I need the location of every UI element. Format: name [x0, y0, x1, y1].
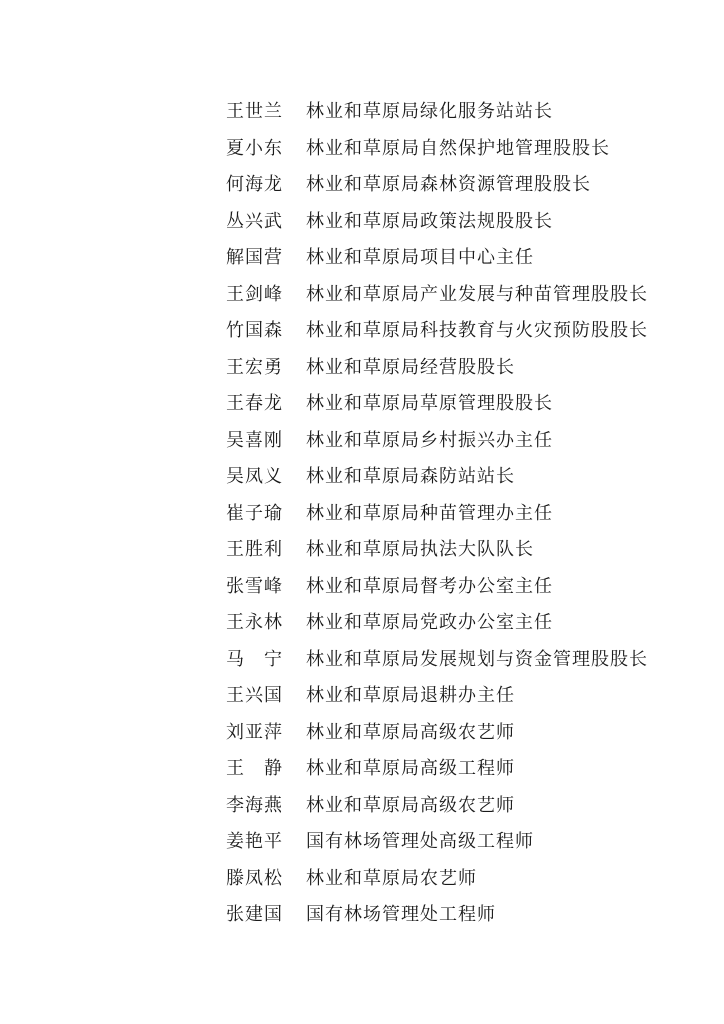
- person-title: 林业和草原局退耕办主任: [306, 685, 515, 707]
- person-name: 何海龙: [226, 174, 283, 196]
- list-item: [226, 457, 696, 494]
- person-name: 张建国: [226, 904, 283, 926]
- person-name: 李海燕: [226, 794, 283, 816]
- list-item: [226, 92, 696, 129]
- list-item: [226, 567, 696, 604]
- person-name: 解国营: [226, 247, 283, 269]
- person-title: 林业和草原局执法大队队长: [306, 539, 534, 561]
- person-name: 吴喜刚: [226, 429, 283, 451]
- list-item: [226, 895, 696, 932]
- list-item: [226, 713, 696, 750]
- list-item: [226, 129, 696, 166]
- person-title: 林业和草原局种苗管理办主任: [306, 502, 553, 524]
- person-title: 林业和草原局发展规划与资金管理股股长: [306, 648, 648, 670]
- list-item: [226, 640, 696, 677]
- person-title: 林业和草原局经营股股长: [306, 356, 515, 378]
- list-item: [226, 202, 696, 239]
- list-item: [226, 530, 696, 567]
- person-title: 林业和草原局科技教育与火灾预防股股长: [306, 320, 648, 342]
- list-item: [226, 238, 696, 275]
- person-title: 林业和草原局自然保护地管理股股长: [306, 137, 610, 159]
- list-item: [226, 421, 696, 458]
- list-item: [226, 749, 696, 786]
- person-title: 林业和草原局高级工程师: [306, 758, 515, 780]
- person-name: 王春龙: [226, 393, 283, 415]
- person-name: 王世兰: [226, 101, 283, 123]
- list-item: [226, 822, 696, 859]
- person-name: 王剑峰: [226, 283, 283, 305]
- person-title: 林业和草原局森林资源管理股股长: [306, 174, 591, 196]
- person-name: 刘亚萍: [226, 721, 283, 743]
- person-name: 王胜利: [226, 539, 283, 561]
- person-title: 林业和草原局高级农艺师: [306, 794, 515, 816]
- person-name: 竹国森: [226, 320, 283, 342]
- personnel-list: [226, 92, 696, 932]
- list-item: [226, 676, 696, 713]
- list-item: [226, 603, 696, 640]
- person-name: 姜艳平: [226, 831, 283, 853]
- list-item: [226, 786, 696, 823]
- person-title: 林业和草原局森防站站长: [306, 466, 515, 488]
- person-name: 王 静: [226, 758, 283, 780]
- person-title: 国有林场管理处工程师: [306, 904, 496, 926]
- person-title: 林业和草原局高级农艺师: [306, 721, 515, 743]
- person-name: 丛兴武: [226, 210, 283, 232]
- list-item: [226, 165, 696, 202]
- person-title: 林业和草原局政策法规股股长: [306, 210, 553, 232]
- person-name: 崔子瑜: [226, 502, 283, 524]
- person-name: 王永林: [226, 612, 283, 634]
- list-item: [226, 311, 696, 348]
- person-title: 林业和草原局项目中心主任: [306, 247, 534, 269]
- person-name: 吴凤义: [226, 466, 283, 488]
- list-item: [226, 275, 696, 312]
- person-title: 林业和草原局产业发展与种苗管理股股长: [306, 283, 648, 305]
- person-name: 王宏勇: [226, 356, 283, 378]
- list-item: [226, 859, 696, 896]
- list-item: [226, 384, 696, 421]
- list-item: [226, 494, 696, 531]
- person-title: 林业和草原局党政办公室主任: [306, 612, 553, 634]
- person-title: 国有林场管理处高级工程师: [306, 831, 534, 853]
- person-title: 林业和草原局草原管理股股长: [306, 393, 553, 415]
- person-name: 滕凤松: [226, 867, 283, 889]
- person-name: 夏小东: [226, 137, 283, 159]
- person-name: 王兴国: [226, 685, 283, 707]
- person-title: 林业和草原局农艺师: [306, 867, 477, 889]
- person-title: 林业和草原局乡村振兴办主任: [306, 429, 553, 451]
- list-item: [226, 348, 696, 385]
- person-title: 林业和草原局督考办公室主任: [306, 575, 553, 597]
- person-name: 马 宁: [226, 648, 283, 670]
- person-name: 张雪峰: [226, 575, 283, 597]
- person-title: 林业和草原局绿化服务站站长: [306, 101, 553, 123]
